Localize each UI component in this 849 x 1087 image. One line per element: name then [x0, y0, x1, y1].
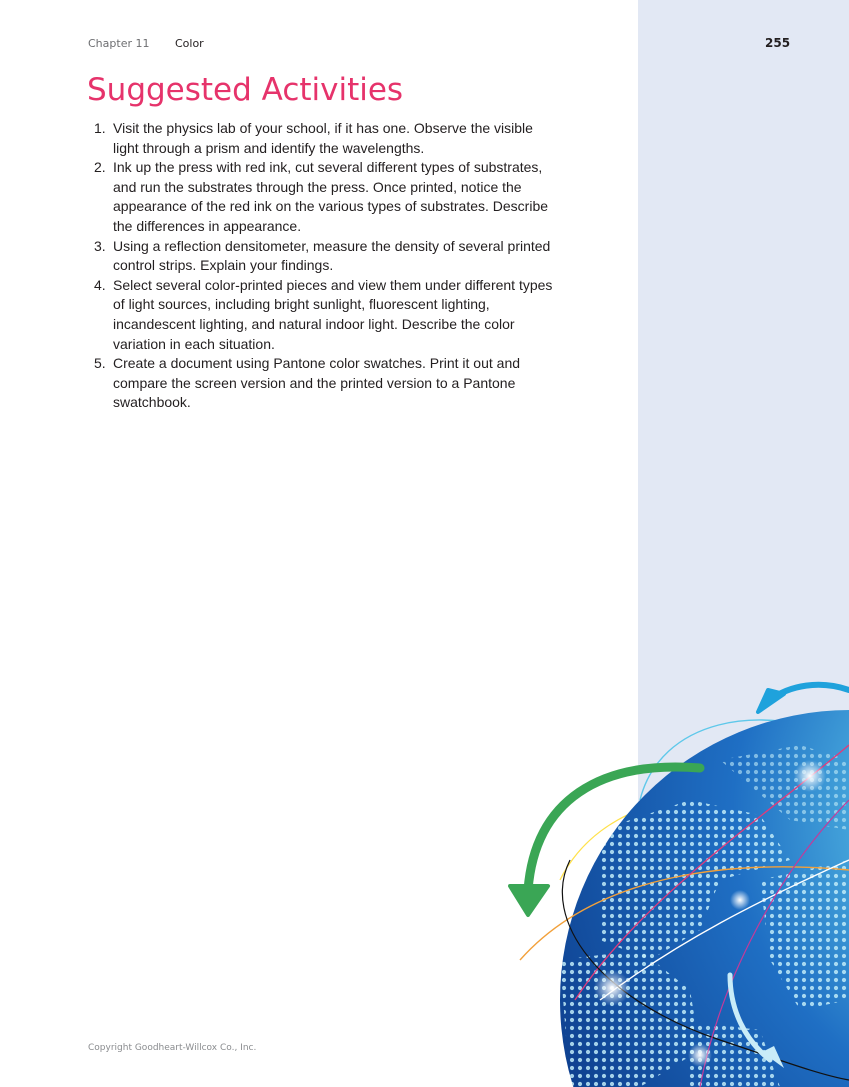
item-text: Visit the physics lab of your school, if it has one. Observe the visible light through a prism and identify the wavelengths. — [113, 120, 533, 156]
list-item — [92, 119, 562, 158]
item-text: Create a document using Pantone color swatches. Print it out and compare the screen version and the printed version to a Pantone swatchbook. — [113, 355, 521, 411]
item-number: 4. — [94, 276, 106, 293]
activities-list — [92, 119, 562, 413]
item-text: Using a reflection densitometer, measure the density of several printed control strips. Explain your findings. — [113, 237, 551, 274]
page-number: 255 — [765, 36, 791, 50]
list-item — [92, 354, 562, 413]
item-text: Ink up the press with red ink, cut several different types of substrates, and run the substrates through the press. Once printed, notice the appearance of the red ink on the various types of substrates. Describe the differences in appearance. — [113, 159, 549, 234]
list-item — [92, 158, 562, 236]
sidebar-band — [638, 0, 849, 1087]
item-number: 3. — [94, 237, 106, 254]
chapter-label: Chapter 11 — [88, 37, 150, 50]
section-title: Suggested Activities — [87, 72, 404, 108]
item-number: 5. — [94, 355, 106, 372]
item-text: Select several color-printed pieces and view them under different types of light sources, including bright sunlight, fluorescent lighting, incandescent lighting, and natural indoor light. Describe the color variation in each situation. — [113, 276, 553, 352]
list-item — [92, 237, 562, 276]
copyright-notice: Copyright Goodheart-Willcox Co., Inc. — [88, 1043, 257, 1053]
item-number: 2. — [94, 159, 106, 176]
chapter-title: Color — [174, 37, 204, 50]
item-number: 1. — [94, 120, 106, 136]
list-item — [92, 276, 562, 354]
running-head — [88, 37, 204, 50]
